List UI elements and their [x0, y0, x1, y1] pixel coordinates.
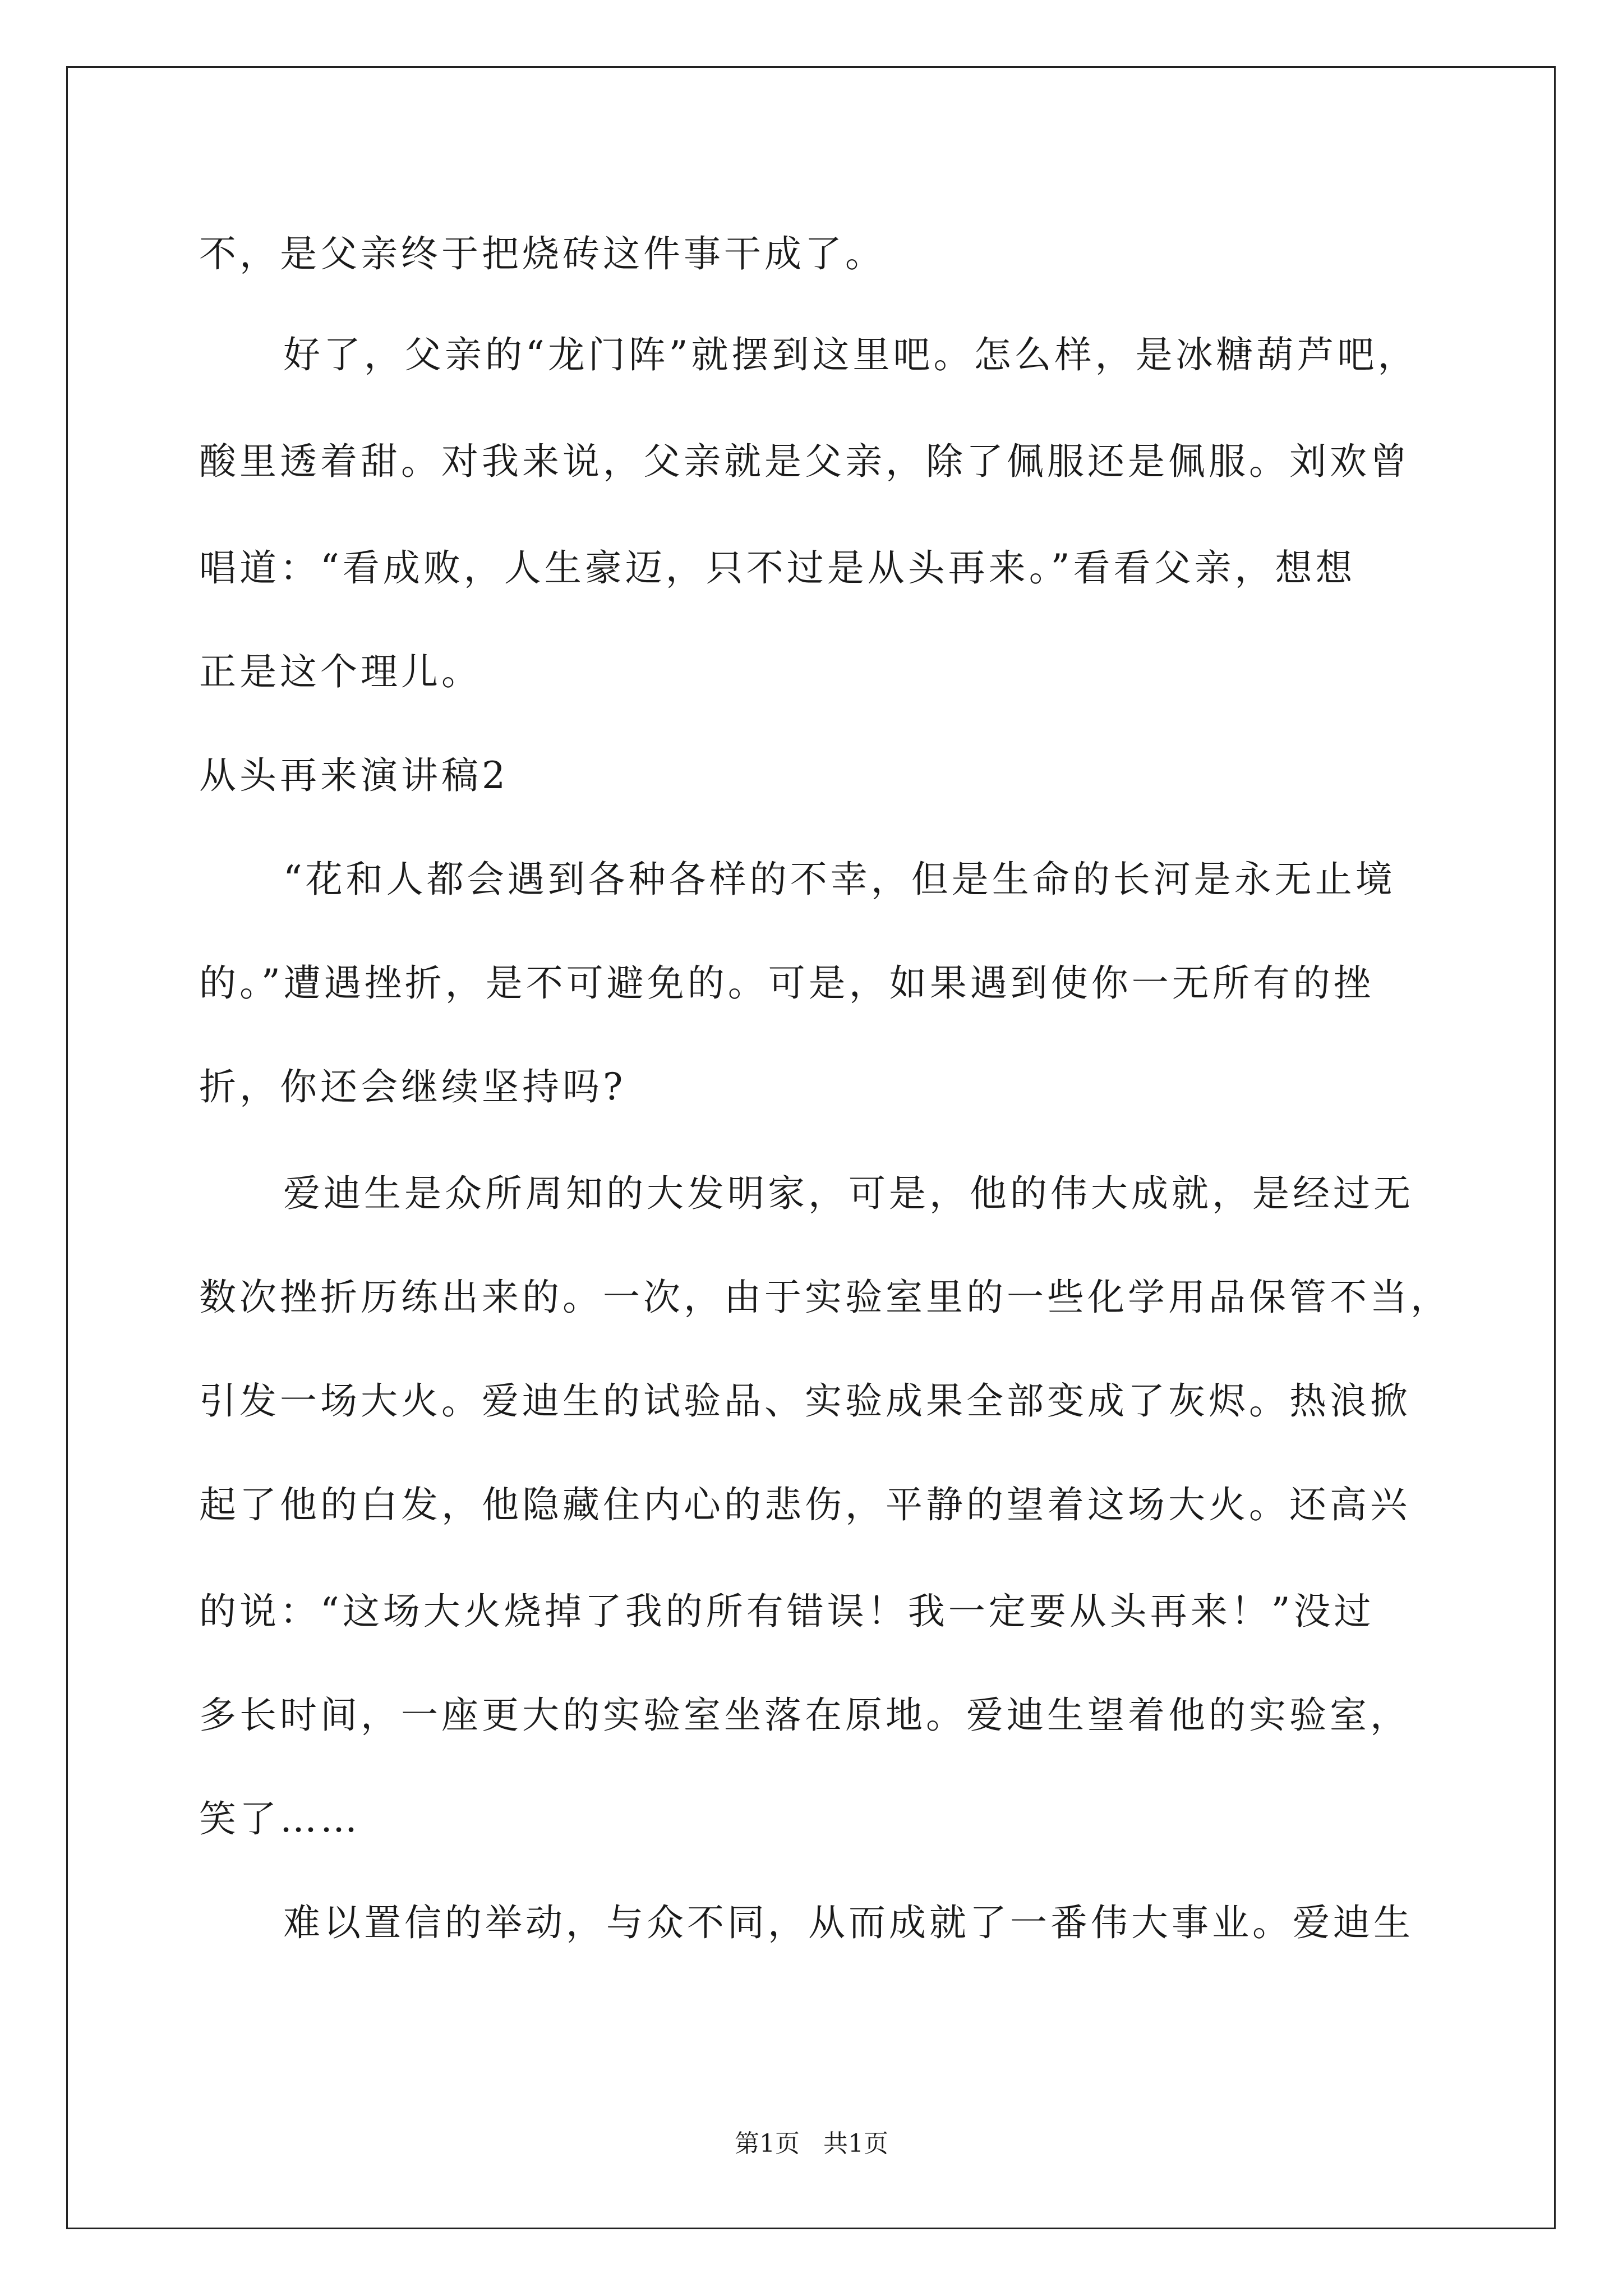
text-line: 唱道：“看成败，人生豪迈，只不过是从头再来。”看看父亲，想想: [199, 546, 1356, 590]
text-line: 数次挫折历练出来的。一次，由于实验室里的一些化学用品保管不当，: [199, 1276, 1451, 1319]
paragraph-start-line: “花和人都会遇到各种各样的不幸，但是生命的长河是永无止境: [283, 858, 1396, 901]
text-line: 折，你还会继续坚持吗?: [199, 1065, 626, 1108]
paragraph-start-line: 难以置信的举动，与众不同，从而成就了一番伟大事业。爱迪生: [283, 1901, 1414, 1944]
text-line: 酸里透着甜。对我来说，父亲就是父亲，除了佩服还是佩服。刘欢曾: [199, 440, 1410, 483]
text-line: 的说：“这场大火烧掉了我的所有错误！我一定要从头再来！”没过: [199, 1590, 1375, 1633]
text-line: 引发一场大火。爱迪生的试验品、实验成果全部变成了灰烬。热浪掀: [199, 1379, 1410, 1423]
paragraph-start-line: 好了，父亲的“龙门阵”就摆到这里吧。怎么样，是冰糖葫芦吧，: [283, 333, 1418, 376]
page-number-footer: 第1页 共1页: [735, 2129, 888, 2158]
text-line: 不，是父亲终于把烧砖这件事干成了。: [199, 232, 886, 275]
text-line: 的。”遭遇挫折，是不可避免的。可是，如果遇到使你一无所有的挫: [199, 961, 1374, 1005]
text-line: 多长时间，一座更大的实验室坐落在原地。爱迪生望着他的实验室，: [199, 1694, 1410, 1737]
text-line: 笑了……: [199, 1797, 361, 1841]
section-heading: 从头再来演讲稿2: [199, 754, 509, 797]
text-line: 正是这个理儿。: [199, 650, 482, 693]
paragraph-start-line: 爱迪生是众所周知的大发明家，可是，他的伟大成就，是经过无: [283, 1172, 1414, 1215]
text-line: 起了他的白发，他隐藏住内心的悲伤，平静的望着这场大火。还高兴: [199, 1483, 1410, 1526]
